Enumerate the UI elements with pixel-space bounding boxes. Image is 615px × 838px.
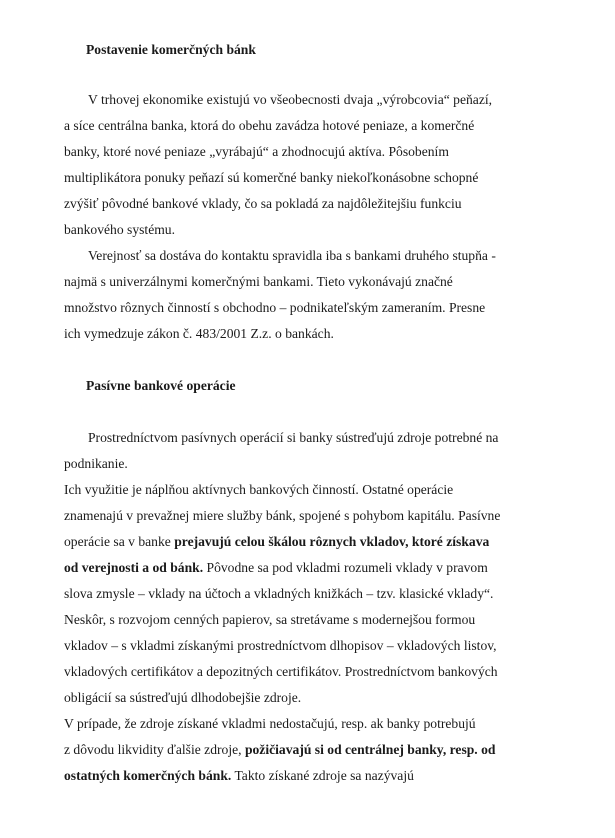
paragraph-line: ich vymedzuje zákon č. 483/2001 Z.z. o bankách. <box>64 326 334 341</box>
heading-passive-operations: Pasívne bankové operácie <box>86 378 236 393</box>
paragraph-line: V trhovej ekonomike existujú vo všeobecnosti dvaja „výrobcovia“ peňazí, <box>88 92 493 107</box>
paragraph-line: Ich využitie je náplňou aktívnych bankových činností. Ostatné operácie <box>64 482 454 497</box>
paragraph-line <box>64 534 489 550</box>
paragraph-line: Neskôr, s rozvojom cenných papierov, sa stretávame s modernejšou formou <box>64 612 476 627</box>
paragraph-line <box>64 742 495 758</box>
paragraph-line: zvýšiť pôvodné bankové vklady, čo sa pokladá za najdôležitejšiu funkciu <box>64 196 462 211</box>
bold-text-run: prejavujú celou škálou rôznych vkladov, ktoré získava <box>174 534 490 549</box>
paragraph-line: a síce centrálna banka, ktorá do obehu zavádza hotové peniaze, a komerčné <box>64 118 475 133</box>
paragraph-line: slova zmysle – vklady na účtoch a vkladných knižkách – tzv. klasické vklady“. <box>64 586 494 601</box>
paragraph-line: obligácií sa sústreďujú dlhodobejšie zdroje. <box>64 690 302 705</box>
heading-commercial-banks: Postavenie komerčných bánk <box>86 42 256 57</box>
paragraph-line: Verejnosť sa dostáva do kontaktu spravidla iba s bankami druhého stupňa - <box>88 248 496 263</box>
paragraph-line: Prostredníctvom pasívnych operácií si banky sústreďujú zdroje potrebné na <box>88 430 499 445</box>
paragraph-line: bankového systému. <box>64 222 176 237</box>
paragraph-line: vkladov – s vkladmi získanými prostredníctvom dlhopisov – vkladových listov, <box>64 638 497 653</box>
paragraph-line: podnikanie. <box>64 456 128 471</box>
paragraph-line <box>64 768 414 784</box>
text-run: Pôvodne sa pod vkladmi rozumeli vklady v pravom <box>203 560 488 575</box>
paragraph-line: najmä s univerzálnymi komerčnými bankami. Tieto vykonávajú značné <box>64 274 453 289</box>
paragraph-line: multiplikátora ponuky peňazí sú komerčné banky niekoľkonásobne schopné <box>64 170 479 185</box>
bold-text-run: ostatných komerčných bánk. <box>64 768 232 783</box>
bold-text-run: požičiavajú si od centrálnej banky, resp. od <box>244 742 496 757</box>
text-run: operácie sa v banke <box>64 534 175 549</box>
text-run: Takto získané zdroje sa nazývajú <box>231 768 414 783</box>
paragraph-line: V prípade, že zdroje získané vkladmi nedostačujú, resp. ak banky potrebujú <box>64 716 476 731</box>
text-run: z dôvodu likvidity ďalšie zdroje, <box>64 742 245 757</box>
paragraph-line: vkladových certifikátov a depozitných certifikátov. Prostredníctvom bankových <box>64 664 498 679</box>
paragraph-line <box>64 560 488 576</box>
bold-text-run: od verejnosti a od bánk. <box>64 560 204 575</box>
paragraph-line: banky, ktoré nové peniaze „vyrábajú“ a zhodnocujú aktíva. Pôsobením <box>64 144 449 159</box>
paragraph-line: množstvo rôznych činností s obchodno – podnikateľským zameraním. Presne <box>64 300 486 315</box>
paragraph-line: znamenajú v prevažnej miere služby bánk, spojené s pohybom kapitálu. Pasívne <box>64 508 501 523</box>
